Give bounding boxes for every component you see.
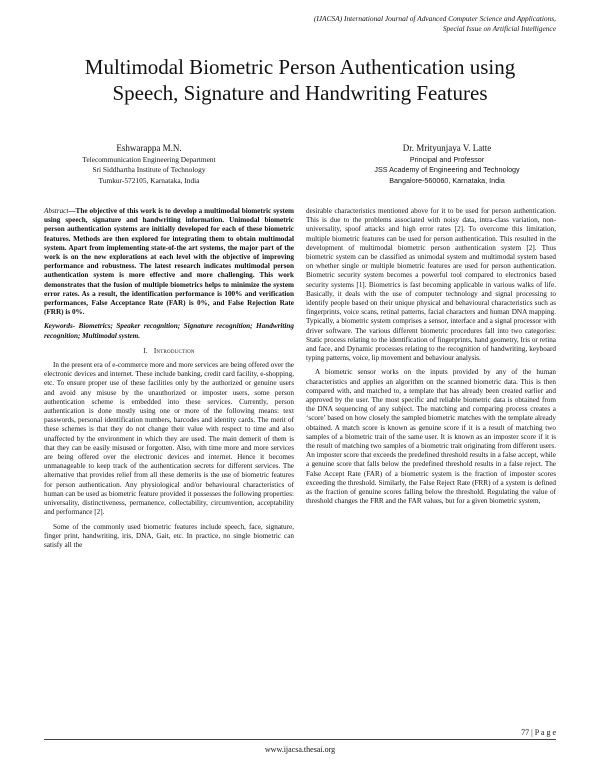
- paper-title: [30, 54, 570, 106]
- author-1-address: Tumkur-572105, Karnataka, India: [98, 175, 200, 185]
- footer-url[interactable]: www.ijacsa.thesai.org: [264, 745, 336, 754]
- intro-paragraph-1: In the present era of e-commerce more and more services are being offered over the electronic devices and internet. These include banking, credit card facility, e-shopping, etc. To ensure proper use of these facilities only by the authorized or genuine users and avoid any misuse by the unauthorized or imposter users, some person authentication scheme is embedded into these services. Currently, person authentication is done mostly using one or more of the following means: text passwords, personal identification numbers, barcodes and identity cards. The merit of these schemes is that they do not change their value with respect to time and also unaffected by the environment in which they are used. The main demerit of them is that they can be easily misused or forgotten. Also, with time more and more services are being offered over the electronic devices and internet. Hence it becomes unmanageable to keep track of the authentication secrets for different services. The alternative that provides relief from all these demerits is the use of biometric features for person authentication. Any physiological and/or behavioural characteristics of human can be used as biometric feature provided it possesses the following properties: universality, distinctiveness, permanence, collectability, circumvention, acceptability and performance [2].: [44, 361, 294, 517]
- abstract-text: —The objective of this work is to develop a multimodal biometric system using speech, signature and handwriting information. Unimodal biometric person authentication systems are initially developed for each of these biometric features. Methods are then explored for integrating them to obtain multimodal system. Apart from implementing state-of-the art systems, the major part of the work is on the new explorations at each level with the objective of improving performance and robustness. The latest research indicates multimodal person authentication system is more effective and more challenging. This work demonstrates that the fusion of multiple biometrics helps to minimize the system error rates. As a result, the identification performance is 100% and verification performances, False Acceptance Rate (FAR) is 0%, and False Rejection Rate (FRR) is 0%.: [44, 207, 294, 317]
- author-1-affiliation: Telecommunication Engineering Department: [82, 155, 216, 164]
- abstract: [44, 207, 294, 317]
- title-line-2: Speech, Signature and Handwriting Features: [112, 81, 488, 105]
- section-title: Introduction: [153, 346, 195, 355]
- journal-name: (IJACSA) International Journal of Advanced Computer Science and Applications,: [313, 14, 556, 23]
- section-heading-introduction: [44, 347, 294, 356]
- keywords: Keywords- Biometrics; Speaker recognition; Signature recognition; Handwriting recognition; Multimodal system.: [44, 322, 294, 340]
- intro-paragraph-2: Some of the commonly used biometric features include speech, face, signature, finger print, handwriting, iris, DNA, Gait, etc. In practice, no single biometric can satisfy all the: [44, 522, 294, 549]
- author-2: [336, 141, 558, 186]
- left-column: [44, 207, 294, 555]
- author-2-address: Bangalore-560060, Karnataka, India: [389, 175, 505, 185]
- intro-paragraph-3: desirable characteristics mentioned above for it to be used for person authentication. This is due to the problems associated with noisy data, intra-class variation, non-universality, spoof attacks and high error rates [2]. To overcome this limitation, multiple biometric features can be used for person authentication. This resulted in the development of multimodal biometric person authentication system [2]. Thus biometric system can be classified as unimodal system and multimodal system based on whether single or multiple biometric features are used for person authentication. Biometric security system becomes a powerful tool compared to electronics based security systems [1]. Biometrics is fast becoming applicable in various walks of life. Basically, it deals with the use of computer technology and signal processing to identify people based on their unique physical and behavioural characteristics such as fingerprints, voice scans, retinal patterns, facial characters and human DNA mapping. Typically, a biometric system comprises a sensor, interface and a signal processor with driver software. The various different biometric procedures fall into two categories: Static process relating to the identification of fingerprints, hand geometry, Iris or retina and face, and Dynamic processes relating to the recognition of handwriting, keyboard typing patterns, voice, lip movement and behaviour analysis.: [306, 207, 556, 363]
- author-2-affiliation: Principal and Professor: [409, 155, 485, 164]
- abstract-label: Abstract: [44, 207, 69, 215]
- right-column: [306, 207, 556, 512]
- author-1: [44, 141, 254, 186]
- section-numeral: I.: [143, 346, 148, 355]
- author-block: [44, 141, 556, 197]
- intro-paragraph-4: A biometric sensor works on the inputs provided by any of the human characteristics and applies an algorithm on the scanned biometric data. This is then compared with, and matched to, a template that has already been created earlier and approved by the user. The most specific and reliable biometric data is obtained from the DNA sequencing of any subject. The matching and comparing process creates a ‘score’ based on how closely the sampled biometric matches with the template already obtained. A match score is known as genuine score if it is a result of matching two samples of a biometric trait of the same user. It is known as an imposter score if it is the result of matching two samples of a biometric trait originating from different users. An imposter score that exceeds the predefined threshold results in a false accept, while a genuine score that falls below the predefined threshold results in a false reject. The False Accept Rate (FAR) of a biometric system is the fraction of imposter scores exceeding the threshold. Similarly, the False Reject Rate (FRR) of a system is defined as the fraction of genuine scores falling below the threshold. Regulating the value of threshold changes the FRR and the FAR values, but for a given biometric system,: [306, 368, 556, 506]
- page-number: 77 | P a g e: [521, 728, 556, 737]
- journal-issue: Special Issue on Artificial Intelligence: [442, 23, 556, 33]
- title-line-1: Multimodal Biometric Person Authentication using: [84, 55, 516, 79]
- running-header: [176, 14, 556, 33]
- author-2-institution: JSS Academy of Engineering and Technology: [374, 165, 520, 175]
- author-2-name: Dr. Mrityunjaya V. Latte: [402, 143, 492, 153]
- author-1-name: Eshwarappa M.N.: [116, 143, 182, 153]
- author-1-institution: Sri Siddhartha Institute of Technology: [92, 165, 206, 175]
- footer-rule: [44, 739, 556, 740]
